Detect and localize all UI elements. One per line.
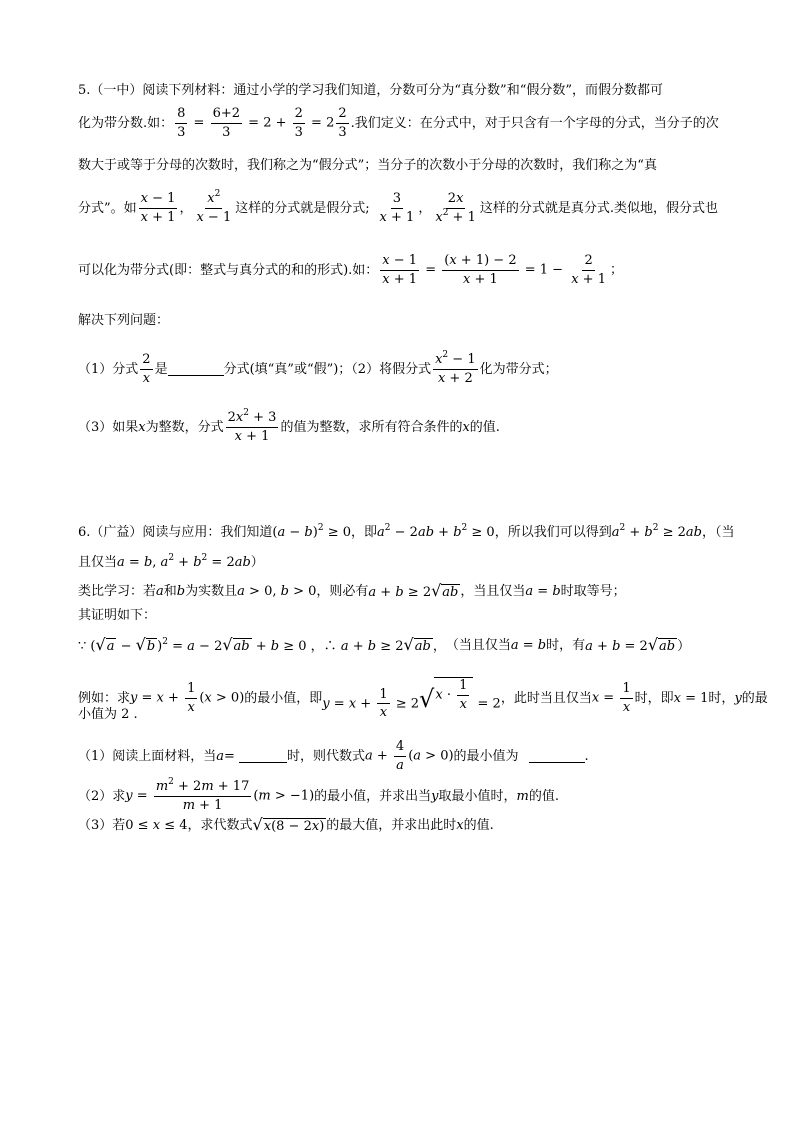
math-expr: a + b = 2 √ ab ） (585, 635, 691, 654)
math-expr: a = b (525, 583, 561, 599)
q5-text: 为整数，分式 (145, 419, 224, 435)
q5-text: （3）如果 (78, 419, 139, 435)
q5-text: （1）分式 (78, 361, 139, 377)
q6-line-5 (78, 637, 718, 653)
math-expr: a + b ≥ 2 √ ab (368, 581, 459, 600)
q5-text: 分式”。如 (78, 200, 137, 216)
answer-blank[interactable] (168, 363, 224, 376)
q5-line-4: 分式”。如 $\frac{x - 1}{x + 1}$ ， $\frac{x^2}{x - 1}$ 这样的分式就是假分式; $\frac{3}{x + 1}$ ， $\frac{2x}{x^2 + 1}$ 这样的分式就是真分式.类似地，假分式也 (78, 189, 718, 225)
q6-text: ，此时当且仅当 (500, 690, 592, 706)
math-expr: $a^2 + b^2 \ge 2ab$ (611, 523, 702, 540)
math-expr: x = $\frac{1}{x}$ (591, 681, 631, 715)
q5-text: 的值. (469, 419, 500, 435)
math-frac: $\frac{2x^2 + 3}{x + 1}$ (227, 408, 277, 444)
q6-part-1: （1）阅读上面材料，当 a = 时，则代数式 a + $\frac{4}{a}$ (a > 0) 的最小值为 . (78, 739, 589, 773)
q5-part-3: （3）如果 x 为整数，分式 $\frac{2x^2 + 3}{x + 1}$ 的值为整数，求所有符合条件的 x 的值. (78, 408, 500, 444)
q6-text: 时，即 (634, 690, 674, 706)
math-expr: $a^2 - 2ab + b^2 \ge 0$ (377, 523, 495, 540)
math-expr: x = 1 (673, 690, 709, 706)
math-expr: a + $\frac{4}{a}$ (a > 0) (364, 739, 454, 773)
q6-line-7 (78, 708, 718, 721)
q6-text: 为实数且 (185, 583, 238, 599)
q6-text: 时， (708, 690, 735, 706)
math-expr: y = x + $\frac{1}{x}$ (x > 0) (130, 681, 245, 715)
q6-text: ，求代数式 (187, 817, 253, 833)
q5-text: 解决下列问题： (78, 313, 170, 328)
q5-text: 化为带分式； (479, 361, 558, 377)
math-expr: $(a - b)^2 \ge 0$ (272, 523, 351, 540)
q6-text: 和 (163, 583, 177, 599)
q5-text: 的值为整数，求所有符合条件的 (280, 419, 463, 435)
q6-text: ，当且仅当 (460, 583, 526, 599)
q5-text: .我们定义：在分式中，对于只含有一个字母的分式，当分子的次 (350, 115, 719, 131)
q5-text: 可以化为带分式(即：整式与真分式的和的形式).如： (78, 262, 379, 278)
q6-line-1 (78, 523, 735, 540)
math-frac: $\frac{3}{x + 1}$ (379, 191, 415, 225)
q6-line-6: 例如：求 y = x + $\frac{1}{x}$ (x > 0) 的最小值，即 y = x + $\frac{1}{x}$ ≥ 2 √ x · $\frac{1}{x}$ = 2 ，此时当且仅当 x = $\frac{1}{x}$ 时，即 x = 1 时， y 的最 (78, 678, 768, 721)
q5-solve-heading (78, 314, 718, 327)
q6-line-2: 且仅当 a = b, $a^2 + b^2 = 2ab$ ） (78, 553, 264, 570)
q6-text: 的值. (528, 788, 560, 804)
math-frac: $\frac{x^2 - 1}{x + 2}$ (435, 350, 476, 386)
math-expr: a = b, $a^2 + b^2 = 2ab$ (117, 553, 251, 570)
q5-text: 分式(填“真”或“假”)；（2）将假分式 (223, 361, 432, 377)
q5-line-2 (78, 107, 718, 139)
math-expr: y = x + $\frac{1}{x}$ ≥ 2 √ x · $\frac{1}{x}$ = 2 (322, 678, 501, 721)
q6-text: （3）若 (78, 817, 126, 833)
q5-text: 这样的分式就是真分式.类似地，假分式也 (479, 200, 718, 216)
q6-text: 例如：求 (78, 690, 131, 706)
q6-text: （当且仅当 (445, 637, 511, 653)
q6-text: （2）求 (78, 788, 126, 804)
math-frac: $\frac{2}{x}$ (142, 352, 151, 386)
q6-part-3: （3）若 0 ≤ x ≤ 4 ，求代数式 √ x(8 − 2x) 的最大值，并求出此时 x 的值. (78, 815, 494, 834)
q6-text: 类比学习：若 (78, 583, 157, 599)
q6-text: 时，有 (546, 637, 586, 653)
math-expr: y = $\frac{m^2 + 2m + 17}{m + 1}$ (m > −1) (125, 777, 315, 813)
math-example: $\frac{x - 1}{x + 1}$ = $\frac{(x + 1) - 2}{x + 1}$ = 1 − $\frac{2}{x + 1}$ ； (382, 253, 623, 287)
q5-intro-text: 5.（一中）阅读下列材料：通过小学的学习我们知道，分数可分为“真分数”和“假分数”，而假分数都可 (78, 83, 663, 98)
q5-text: 化为带分数.如： (78, 115, 174, 131)
math-frac: $\frac{x - 1}{x + 1}$ (140, 191, 176, 225)
q6-text: （1）阅读上面材料，当 (78, 748, 217, 764)
math-frac: $\frac{2x}{x^2 + 1}$ (435, 191, 476, 225)
q6-text: 取最小值时， (438, 788, 517, 804)
q5-text: 这样的分式就是假分式; (235, 200, 370, 216)
q6-part-2: （2）求 y = $\frac{m^2 + 2m + 17}{m + 1}$ (m > −1) 的最小值，并求出当 y 取最小值时， m 的值. (78, 777, 560, 813)
q6-text: 6.（广益）阅读与应用：我们知道 (78, 525, 273, 540)
q6-text: 的最 (741, 690, 768, 706)
q6-line-4 (78, 609, 718, 622)
q6-text: 其证明如下： (78, 608, 157, 623)
math-expr: a = b (510, 637, 547, 653)
q5-text: 是 (154, 361, 168, 377)
q6-text: 的最小值，即 (244, 690, 323, 706)
q6-text: 的最小值，并求出当 (314, 788, 432, 804)
math-expr: √ x(8 − 2x) (252, 815, 325, 834)
q6-text: ，（当 (701, 525, 735, 540)
q6-text: 时取等号； (560, 583, 626, 599)
q5-line-5 (78, 254, 718, 286)
math-proof: ∵ ( √ a − √ b )$^2$ = a − 2 √ ab + b ≥ 0 ，∴ a + b ≥ 2 √ ab ， (78, 635, 446, 654)
q6-text: 小值为 2 . (78, 707, 138, 722)
q6-text: ，所以我们可以得到 (494, 525, 612, 540)
q6-text: 的值. (463, 817, 494, 833)
q6-text: ，即 (351, 525, 378, 540)
answer-blank[interactable] (239, 750, 287, 763)
q6-text: ，则必有 (316, 583, 369, 599)
q5-line-1 (78, 84, 718, 97)
q5-line-3 (78, 159, 718, 172)
q5-text: 数大于或等于分母的次数时，我们称之为“假分式”；当分子的次数小于分母的次数时，我们称之为“真 (78, 158, 657, 173)
q6-text: 的最大值，并求出此时 (326, 817, 457, 833)
q6-line-3: 类比学习：若 a 和 b 为实数且 a > 0, b > 0 ，则必有 a + b ≥ 2 √ ab ，当且仅当 a = b 时取等号； (78, 581, 626, 600)
q6-text: 且仅当 (78, 555, 118, 570)
math-expr: a > 0, b > 0 (237, 583, 317, 599)
math-frac: $\frac{x^2}{x - 1}$ (196, 189, 232, 225)
math-expr: 0 ≤ x ≤ 4 (125, 817, 188, 833)
q6-text: 时，则代数式 (286, 748, 365, 764)
q6-text: 的最小值为 (453, 748, 519, 764)
answer-blank[interactable] (529, 750, 585, 763)
math-8-3: $\frac{8}{3}$ = $\frac{6+2}{3}$ = 2 + $\frac{2}{3}$ = 2 $\frac{2}{3}$ (177, 106, 347, 140)
q5-part-1-2 (78, 350, 718, 386)
